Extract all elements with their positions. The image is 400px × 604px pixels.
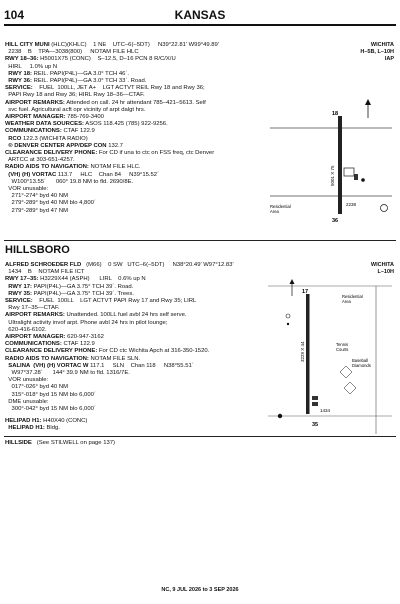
entry-line [5, 164, 219, 171]
entry-line [5, 284, 234, 291]
entry-line [5, 186, 219, 193]
entry-line-key: (VH) (H) VORTAC [5, 171, 57, 178]
runway-35-label: 35 [312, 422, 319, 428]
entry-line [5, 440, 115, 447]
entry-line-key: HILLSIDE [5, 440, 32, 446]
entry-line-key: ALFRED SCHROEDER FLD [5, 262, 82, 268]
entry-line [5, 312, 234, 319]
entry-line-key: HELIPAD H1: [5, 425, 45, 432]
hill-city-charts [360, 49, 394, 63]
entry-line-text: ASOS 118.425 (785) 922-9256. [83, 121, 168, 128]
page-number: 104 [4, 8, 25, 22]
entry-line-key: RWY 35: [5, 290, 32, 297]
runway-17-35 [306, 294, 310, 414]
entry-line-text: REIL. PAPI(P4L)—GA 3.0° TCH 33´. Road. [31, 78, 147, 85]
entry-line [5, 100, 219, 107]
entry-line-text: VOR unusable: [5, 186, 49, 193]
entry-line-text: Unattended. 100LL fuel avbl 24 hrs self serve. [64, 312, 187, 319]
runway-18-36 [338, 116, 342, 214]
entry-line-key: RWY 18: [5, 70, 32, 77]
entry-line-text: (HLC)(KHLC) 1 NE UTC–6(–5DT) N39°22.81′ W99°49.89′ [49, 42, 219, 48]
section-rule [4, 240, 396, 241]
entry-line [5, 356, 234, 363]
entry-line-key: RADIO AIDS TO NAVIGATION: [5, 355, 89, 362]
entry-line-text: PAPI(P4L)—GA 3.75° TCH 39´. Trees. [31, 290, 134, 297]
entry-line [5, 143, 219, 150]
entry-line-text: H40X40 (CONC) [41, 418, 88, 424]
entry-line-text: 315°-018° byd 15 NM blo 6,000´ [5, 391, 96, 398]
entry-line [5, 136, 219, 143]
entry-line-text: 271°-274° byd 40 NM [5, 193, 68, 200]
beacon-icon [287, 323, 289, 325]
entry-line [5, 276, 234, 283]
entry-line [5, 42, 219, 49]
entry-line [5, 370, 234, 377]
entry-line-text: FUEL 100LL LGT ACTVT PAPI Rwy 17 and Rwy 35; LIRL [32, 298, 197, 305]
entry-line-text: VOR unusable: [5, 377, 49, 384]
entry-line-text: Attended on call. 24 hr attendant 785–421–5613. Self [64, 99, 206, 106]
entry-line-text: 132.7 [106, 142, 123, 149]
entry-line-key: RWY 18–36: [5, 56, 39, 63]
hillsboro-entry [5, 262, 234, 413]
entry-line [5, 49, 219, 56]
entry-line [5, 269, 234, 276]
entry-line-key: HELIPAD H1: [5, 418, 42, 424]
entry-line-key: COMMUNICATIONS: [5, 128, 62, 135]
entry-line-text: NOTAM FILE HLC. [88, 164, 141, 171]
entry-line-text: NOTAM FILE SLN. [88, 355, 141, 362]
tennis-courts-label: Tennis Courts [336, 342, 349, 352]
entry-line [5, 334, 234, 341]
header-rule [4, 24, 396, 26]
entry-line-key: SERVICE: [5, 298, 33, 305]
entry-line [5, 172, 219, 179]
entry-line-text: For CD ctc Wichita Apch at 316-350-1520. [97, 348, 210, 355]
chart-reference: L–10H [377, 269, 394, 275]
entry-line [5, 193, 219, 200]
entry-line-key: CLEARANCE DELIVERY PHONE: [5, 150, 98, 157]
entry-line-text: 113.7 HLC Chan 84 N39°15.52´ [56, 171, 160, 178]
entry-line-text: 300°-042° byd 15 NM blo 6,000´ [5, 406, 96, 413]
entry-line-text: 1434 B NOTAM FILE ICT [5, 269, 85, 276]
entry-line [5, 121, 219, 128]
entry-line [5, 64, 219, 71]
entry-line-key: COMMUNICATIONS: [5, 341, 62, 348]
entry-line-text: 620-416-6102. [5, 326, 47, 333]
entry-line [5, 114, 219, 121]
field-elevation-label: 2238 [346, 202, 357, 207]
entry-line-text: REIL. PAPI(P4L)—GA 3.0° TCH 46´. [31, 70, 130, 77]
hill-city-entry [5, 42, 219, 215]
entry-line-text: PAPI(P4L)—GA 3.75° TCH 39´. Road. [31, 283, 134, 290]
entry-line [5, 208, 219, 215]
entry-line [5, 85, 219, 92]
entry-line-key: RCO [5, 135, 22, 142]
hangar [312, 402, 318, 406]
hillsboro-region: WICHITA [370, 262, 394, 268]
runway-18-label: 18 [332, 111, 339, 117]
baseball-diamond-icon [344, 382, 356, 394]
entry-line-text: PAPI Rwy 18 and Rwy 36; HIRL Rwy 18–36—CTAF. [5, 92, 145, 99]
north-arrow-head-icon [290, 279, 295, 284]
windsock-icon [286, 314, 290, 318]
hill-city-region: WICHITA [370, 42, 394, 48]
entry-line-text: (M66) 0 SW UTC–6(–5DT) N38°20.49′ W97°12.83′ [81, 262, 234, 268]
entry-line-text: FUEL 100LL, JET A+ LGT ACTVT REIL Rwy 18 and Rwy 36; [32, 85, 205, 92]
entry-line-text: CTAF 122.9 [61, 341, 95, 348]
entry-line-key: CLEARANCE DELIVERY PHONE: [5, 348, 98, 355]
residential-area-label: Residential Area [270, 204, 291, 214]
entry-line-text: 620-947-3162 [65, 334, 104, 341]
footer-effective-dates: NC, 9 JUL 2026 to 3 SEP 2026 [161, 587, 239, 593]
entry-line [5, 150, 219, 157]
entry-line-text: Rwy 17–35—CTAF. [5, 305, 60, 312]
entry-line-key: SALINA (VH) (H) VORTAC W [5, 362, 89, 369]
entry-line [5, 341, 234, 348]
runway-dimension-label: 3229 X 44 [300, 341, 305, 362]
entry-line-key: AIRPORT REMARKS: [5, 312, 65, 319]
entry-line-key: WEATHER DATA SOURCES: [5, 121, 84, 128]
entry-line [5, 56, 219, 63]
section-rule [4, 436, 396, 437]
entry-line-key: AIRPORT MANAGER: [5, 334, 66, 341]
entry-line [5, 200, 219, 207]
entry-line-text: 117.1 SLN Chan 118 N38°55.51´ [88, 362, 194, 369]
chart-reference: IAP [384, 56, 394, 62]
entry-line-text: For CD if una to ctc on FSS freq, ctc Denver [97, 150, 215, 157]
entry-line [5, 377, 234, 384]
helipad-icon [278, 414, 282, 418]
entry-line-text: 2238 B TPA—3038(800) NOTAM FILE HLC [5, 49, 139, 56]
entry-line-text: 017°-026° byd 40 NM [5, 384, 68, 391]
entry-line-key: SERVICE: [5, 85, 33, 92]
hillsboro-heliport-entry [5, 418, 87, 432]
entry-line [5, 78, 219, 85]
field-elevation-label: 1434 [320, 408, 331, 413]
entry-line-text: 279°-289° byd 47 NM [5, 207, 68, 214]
entry-line-key: HILL CITY MUNI [5, 42, 50, 48]
entry-line-text: 279°-289° byd 40 NM blo 4,800´ [5, 200, 96, 207]
entry-line-text: 785-769-3400 [65, 114, 104, 121]
entry-line-text: (See STILWELL on page 137) [31, 440, 116, 446]
entry-line-text: DME unusable: [5, 398, 49, 405]
entry-line [5, 107, 219, 114]
baseball-diamonds-label: Baseball Diamonds [352, 358, 371, 368]
entry-line [5, 348, 234, 355]
entry-line-text: HIRL 1.0% up N [5, 63, 58, 70]
entry-line-key: AIRPORT REMARKS: [5, 99, 65, 106]
entry-line-text: H3229X44 (ASPH) LIRL 0.6% up N [38, 276, 146, 283]
runway-dimension-label: 5001 X 75 [330, 165, 335, 186]
entry-line [5, 384, 234, 391]
entry-line [5, 327, 234, 334]
entry-line [5, 179, 219, 186]
entry-line-text: H5001X75 (CONC) S–12.5, D–16 PCN 8 R/C/X/U [38, 56, 176, 63]
hillside-entry [5, 440, 115, 447]
runway-36-label: 36 [332, 218, 339, 224]
entry-line-text: Bldg. [44, 425, 60, 432]
entry-line [5, 320, 234, 327]
entry-line-text: svc fuel. Agricultural acft opr vicinity of arpt dalgt hrs. [5, 106, 146, 113]
apron [344, 168, 354, 176]
entry-line-key: RWY 17–35: [5, 276, 39, 283]
residential-area-label: Residential Area [342, 294, 363, 304]
entry-line-key: RWY 36: [5, 78, 32, 85]
city-heading-hillsboro: HILLSBORO [5, 244, 70, 256]
hillsboro-airport-diagram [266, 276, 394, 436]
entry-line-key: RWY 17: [5, 283, 32, 290]
hillsboro-charts [377, 269, 394, 276]
entry-line [5, 425, 87, 432]
windsock-icon [381, 205, 388, 212]
entry-line [5, 418, 87, 425]
north-arrow-head-icon [365, 99, 371, 105]
entry-line [5, 71, 219, 78]
runway-17-label: 17 [302, 289, 309, 295]
entry-line [5, 128, 219, 135]
baseball-diamond-icon [340, 366, 352, 378]
state-title: KANSAS [174, 8, 226, 22]
entry-line-text: ARTCC at 303-651-4257. [5, 157, 75, 164]
entry-line-text: W100°13.55´ 060° 19.8 NM to fld. 2690/8E. [5, 178, 134, 185]
entry-line [5, 262, 234, 269]
entry-line [5, 92, 219, 99]
entry-line [5, 298, 234, 305]
entry-line-text: Ultralight activity invof arpt. Phone avbl 24 hrs in pilot lounge; [5, 319, 168, 326]
hangar [354, 174, 358, 180]
entry-line [5, 392, 234, 399]
hill-city-airport-diagram [268, 96, 394, 236]
entry-line-key: ® DENVER CENTER APP/DEP CON [5, 142, 107, 149]
entry-line-text: W97°37.28´ 144° 39.9 NM to fld. 1316/7E. [5, 370, 130, 377]
entry-line [5, 406, 234, 413]
entry-line-text: CTAF 122.9 [61, 128, 95, 135]
entry-line [5, 291, 234, 298]
entry-line [5, 305, 234, 312]
entry-line-text: 122.3 (WICHITA RADIO) [21, 135, 88, 142]
entry-line [5, 399, 234, 406]
entry-line [5, 363, 234, 370]
beacon-icon [361, 178, 365, 182]
entry-line [5, 157, 219, 164]
hangar [312, 396, 318, 400]
entry-line-key: RADIO AIDS TO NAVIGATION: [5, 164, 89, 171]
entry-line-key: AIRPORT MANAGER: [5, 114, 66, 121]
chart-reference: H–5B, L–10H [360, 49, 394, 55]
